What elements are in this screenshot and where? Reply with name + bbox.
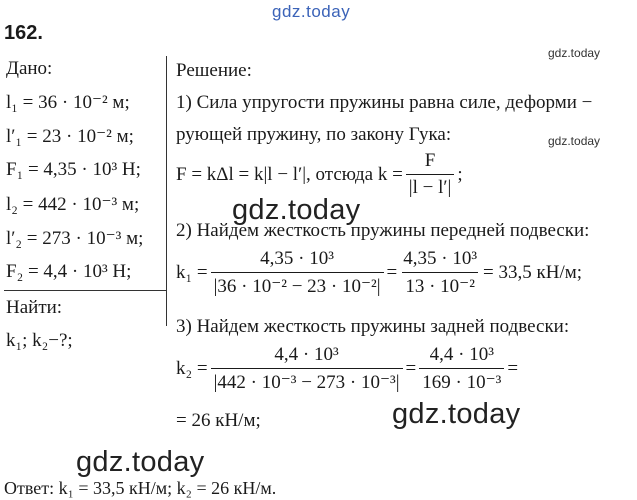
k1-formula	[176, 248, 582, 298]
hooke-formula	[176, 150, 463, 199]
fraction	[419, 344, 504, 394]
denominator: 169 · 10⁻³	[419, 368, 504, 394]
watermark-small: gdz.today	[548, 46, 601, 60]
watermark-large: gdz.today	[392, 398, 521, 430]
denominator: |442 · 10⁻³ − 273 · 10⁻³|	[211, 368, 403, 394]
numerator: F	[424, 150, 436, 171]
fraction	[211, 344, 403, 394]
find-header: Найти:	[6, 297, 63, 318]
step1-text: 1) Сила упругости пружины равна силе, деформи −	[176, 92, 593, 113]
given-line: l₂ = 442 · 10⁻³ м;	[6, 194, 140, 215]
denominator: |l − l′|	[406, 174, 455, 199]
solution-header: Решение:	[176, 60, 252, 81]
fraction	[406, 150, 455, 199]
fraction	[211, 248, 384, 298]
step1-text: рующей пружину, по закону Гука:	[176, 124, 452, 145]
formula-text: F = kΔl = k|l − l′|, отсюда k =	[176, 163, 403, 185]
step3-text: 3) Найдем жесткость пружины задней подвески:	[176, 316, 570, 337]
formula-text: =	[386, 262, 398, 283]
given-header: Дано:	[6, 58, 53, 79]
denominator: |36 · 10⁻² − 23 · 10⁻²|	[211, 272, 384, 298]
formula-text: =	[405, 358, 417, 379]
watermark-small: gdz.today	[548, 134, 601, 148]
problem-number: 162.	[4, 22, 43, 44]
formula-text: k₂ =	[176, 358, 208, 379]
numerator: 4,4 · 10³	[429, 344, 494, 365]
k2-result: = 26 кН/м;	[176, 410, 261, 431]
step2-text: 2) Найдем жесткость пружины передней подвески:	[176, 220, 590, 241]
fraction	[400, 248, 480, 298]
numerator: 4,35 · 10³	[260, 248, 334, 269]
watermark-large: gdz.today	[232, 194, 361, 226]
answer-line: Ответ: k₁ = 33,5 кН/м; k₂ = 26 кН/м.	[4, 478, 277, 498]
numerator: 4,35 · 10³	[403, 248, 478, 269]
formula-text: =	[507, 358, 519, 379]
given-line: F₂ = 4,4 · 10³ Н;	[6, 261, 132, 282]
watermark-top: gdz.today	[272, 2, 351, 21]
given-line: l₁ = 36 · 10⁻² м;	[6, 92, 130, 113]
formula-text: = 33,5 кН/м;	[483, 262, 583, 283]
given-find-divider	[4, 290, 166, 291]
given-line: l′₁ = 23 · 10⁻² м;	[6, 126, 134, 147]
given-line: l′₂ = 273 · 10⁻³ м;	[6, 228, 144, 249]
watermark-large: gdz.today	[76, 446, 205, 478]
formula-text: k₁ =	[176, 262, 208, 283]
find-value: k₁; k₂−?;	[6, 330, 73, 351]
formula-text: ;	[457, 163, 463, 185]
k2-formula	[176, 344, 518, 394]
given-line: F₁ = 4,35 · 10³ Н;	[6, 159, 141, 180]
numerator: 4,4 · 10³	[274, 344, 339, 365]
column-divider	[166, 56, 167, 326]
denominator: 13 · 10⁻²	[402, 272, 478, 298]
